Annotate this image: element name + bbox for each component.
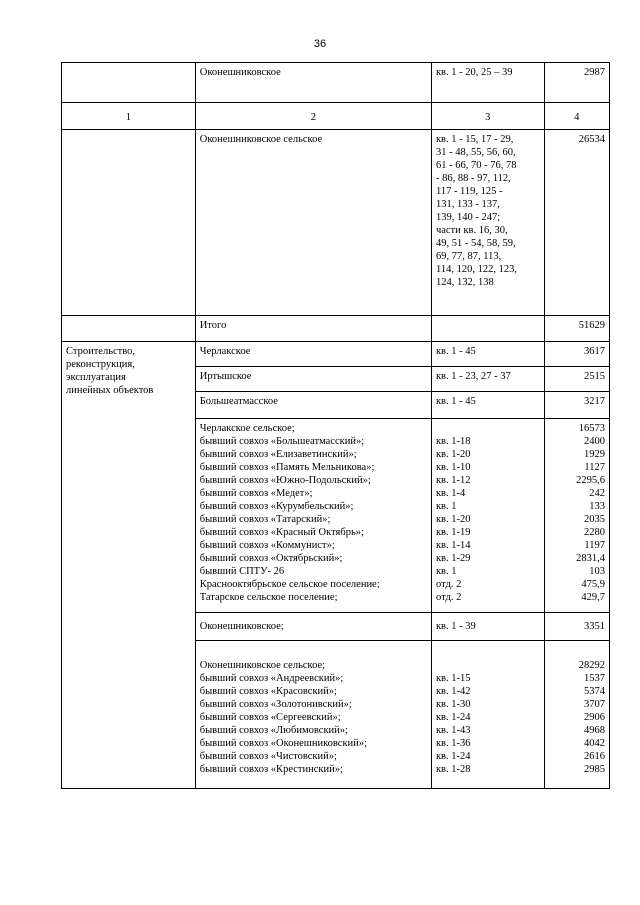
group-quarters: кв. 1-42 bbox=[435, 686, 471, 697]
group-value: 4042 bbox=[584, 738, 605, 749]
group-value: 1537 bbox=[584, 673, 605, 684]
group-item: бывший совхоз «Медет»; bbox=[199, 488, 313, 499]
group-quarters: кв. 1-28 bbox=[435, 764, 471, 775]
quarters-line: кв. 1 - 15, 17 - 29, bbox=[435, 134, 514, 145]
group-item: бывший совхоз «Сергеевский»; bbox=[199, 712, 341, 723]
table-cell-name bbox=[195, 641, 431, 789]
purpose-line: эксплуатация bbox=[66, 372, 126, 383]
group-value: 3707 bbox=[584, 699, 605, 710]
table-row bbox=[62, 130, 610, 316]
table-cell-value: 3217 bbox=[544, 392, 609, 419]
group-item: бывший совхоз «Память Мельникова»; bbox=[199, 462, 375, 473]
total-label: Итого bbox=[195, 316, 431, 342]
group-value: 475,9 bbox=[581, 579, 605, 590]
total-row bbox=[62, 316, 610, 342]
group-quarters: кв. 1 bbox=[435, 501, 457, 512]
group-quarters: кв. 1-43 bbox=[435, 725, 471, 736]
quarters-line: 131, 133 - 137, bbox=[435, 199, 500, 210]
total-value: 51629 bbox=[544, 316, 609, 342]
group-item: бывший совхоз «Красный Октябрь»; bbox=[199, 527, 364, 538]
group-value: 2985 bbox=[584, 764, 605, 775]
table-cell-quarters: кв. 1 - 45 bbox=[431, 342, 544, 367]
group-item: бывший совхоз «Крестинский»; bbox=[199, 764, 343, 775]
group-item: бывший СПТУ- 26 bbox=[199, 566, 285, 577]
quarters-line: 124, 132, 138 bbox=[435, 277, 494, 288]
table-cell-quarters: кв. 1 - 39 bbox=[431, 613, 544, 641]
header-cell-2: 2 bbox=[195, 103, 431, 130]
table-cell-quarters: кв. 1 - 45 bbox=[431, 392, 544, 419]
table-cell-quarters bbox=[431, 316, 544, 342]
group-value: 5374 bbox=[584, 686, 605, 697]
quarters-line: 117 - 119, 125 - bbox=[435, 186, 503, 197]
group-quarters: кв. 1-29 bbox=[435, 553, 471, 564]
group-item: бывший совхоз «Любимовский»; bbox=[199, 725, 348, 736]
table-cell-value: 3617 bbox=[544, 342, 609, 367]
group-quarters: кв. 1-14 bbox=[435, 540, 471, 551]
group-value: 1127 bbox=[584, 462, 605, 473]
purpose-line: Строительство, bbox=[66, 346, 135, 357]
header-cell-1: 1 bbox=[62, 103, 196, 130]
group-item: бывший совхоз «Большеатмасский»; bbox=[199, 436, 365, 447]
table-cell-name: Оконешниковское; bbox=[195, 613, 431, 641]
group-value: 2280 bbox=[584, 527, 605, 538]
page-number: 36 bbox=[313, 38, 327, 50]
group-item: бывший совхоз «Чистовский»; bbox=[199, 751, 337, 762]
group-item: бывший совхоз «Курумбельский»; bbox=[199, 501, 354, 512]
group-item: бывший совхоз «Оконешниковский»; bbox=[199, 738, 367, 749]
table-cell-quarters: кв. 1 - 23, 27 - 37 bbox=[431, 367, 544, 392]
group-item: бывший совхоз «Андреевский»; bbox=[199, 673, 344, 684]
table-cell-value: 3351 bbox=[544, 613, 609, 641]
table-cell-purpose bbox=[62, 130, 196, 316]
group-quarters: кв. 1-19 bbox=[435, 527, 471, 538]
table-cell-quarters bbox=[431, 130, 544, 316]
table-cell-value: 2515 bbox=[544, 367, 609, 392]
group-value: 2295,6 bbox=[576, 475, 605, 486]
group-quarters: кв. 1-15 bbox=[435, 673, 471, 684]
group-quarters: кв. 1-36 bbox=[435, 738, 471, 749]
table-cell-value: 26534 bbox=[544, 130, 609, 316]
group-item: Краснооктябрьское сельское поселение; bbox=[199, 579, 380, 590]
group-value: 28292 bbox=[578, 660, 605, 671]
table-row bbox=[62, 63, 610, 103]
group-quarters: кв. 1-4 bbox=[435, 488, 466, 499]
purpose-line: линейных объектов bbox=[66, 385, 154, 396]
group-quarters: кв. 1-24 bbox=[435, 712, 471, 723]
group-quarters: кв. 1-24 bbox=[435, 751, 471, 762]
quarters-line: 139, 140 - 247; bbox=[435, 212, 501, 223]
group-item: бывший совхоз «Татарский»; bbox=[199, 514, 331, 525]
table-cell-name: Большеатмасское bbox=[195, 392, 431, 419]
group-item: бывший совхоз «Красовский»; bbox=[199, 686, 337, 697]
land-table bbox=[61, 62, 610, 789]
table-cell-value: 2987 bbox=[544, 63, 609, 103]
group-quarters: кв. 1 bbox=[435, 566, 457, 577]
quarters-line: - 86, 88 - 97, 112, bbox=[435, 173, 511, 184]
group-quarters: отд. 2 bbox=[435, 579, 462, 590]
quarters-line: 31 - 48, 55, 56, 60, bbox=[435, 147, 516, 158]
group-quarters: кв. 1-18 bbox=[435, 436, 471, 447]
group-value: 2035 bbox=[584, 514, 605, 525]
group-quarters: кв. 1-20 bbox=[435, 449, 471, 460]
table-cell-value bbox=[544, 419, 609, 613]
group-item: Черлакское сельское; bbox=[199, 423, 295, 434]
group-value: 242 bbox=[589, 488, 605, 499]
table-cell-name: Оконешниковское сельское bbox=[195, 130, 431, 316]
group-value: 2616 bbox=[584, 751, 605, 762]
group-item: бывший совхоз «Золотонивский»; bbox=[199, 699, 352, 710]
group-item: бывший совхоз «Октябрьский»; bbox=[199, 553, 343, 564]
group-quarters: отд. 2 bbox=[435, 592, 462, 603]
group-value: 2400 bbox=[584, 436, 605, 447]
quarters-line: 69, 77, 87, 113, bbox=[435, 251, 502, 262]
group-quarters bbox=[436, 422, 540, 435]
group-item: бывший совхоз «Елизаветинский»; bbox=[199, 449, 357, 460]
table-cell-name: Иртышское bbox=[195, 367, 431, 392]
table-cell-name: Черлакское bbox=[195, 342, 431, 367]
group-value: 133 bbox=[589, 501, 605, 512]
purpose-line: реконструкция, bbox=[66, 359, 135, 370]
group-quarters: кв. 1-20 bbox=[435, 514, 471, 525]
group-item: Оконешниковское сельское; bbox=[199, 660, 326, 671]
table-cell-value bbox=[544, 641, 609, 789]
quarters-line: части кв. 16, 30, bbox=[435, 225, 508, 236]
group-value: 16573 bbox=[578, 423, 605, 434]
table-cell-name: Оконешниковское bbox=[195, 63, 431, 103]
table-cell-name bbox=[195, 419, 431, 613]
group-value: 103 bbox=[589, 566, 605, 577]
group-item: бывший совхоз «Коммунист»; bbox=[199, 540, 335, 551]
table-cell-quarters bbox=[431, 419, 544, 613]
header-cell-4: 4 bbox=[544, 103, 609, 130]
group-item: Татарское сельское поселение; bbox=[199, 592, 338, 603]
table-cell-quarters bbox=[431, 641, 544, 789]
header-cell-3: 3 bbox=[431, 103, 544, 130]
group-value: 2906 bbox=[584, 712, 605, 723]
group-quarters: кв. 1-10 bbox=[435, 462, 471, 473]
group-value: 1197 bbox=[584, 540, 605, 551]
group-value: 4968 bbox=[584, 725, 605, 736]
group-item: бывший совхоз «Южно-Подольский»; bbox=[199, 475, 371, 486]
purpose-cell bbox=[62, 342, 196, 789]
group-value: 429,7 bbox=[581, 592, 605, 603]
table-cell-quarters: кв. 1 - 20, 25 – 39 bbox=[431, 63, 544, 103]
group-quarters bbox=[436, 659, 540, 672]
group-quarters: кв. 1-30 bbox=[435, 699, 471, 710]
quarters-line: 61 - 66, 70 - 76, 78 bbox=[435, 160, 517, 171]
table-row bbox=[62, 342, 610, 367]
group-quarters: кв. 1-12 bbox=[435, 475, 471, 486]
group-value: 2831,4 bbox=[576, 553, 605, 564]
table-cell-purpose bbox=[62, 316, 196, 342]
header-row bbox=[62, 103, 610, 130]
group-value: 1929 bbox=[584, 449, 605, 460]
quarters-line: 49, 51 - 54, 58, 59, bbox=[435, 238, 516, 249]
table-cell-purpose bbox=[62, 63, 196, 103]
quarters-line: 114, 120, 122, 123, bbox=[435, 264, 517, 275]
